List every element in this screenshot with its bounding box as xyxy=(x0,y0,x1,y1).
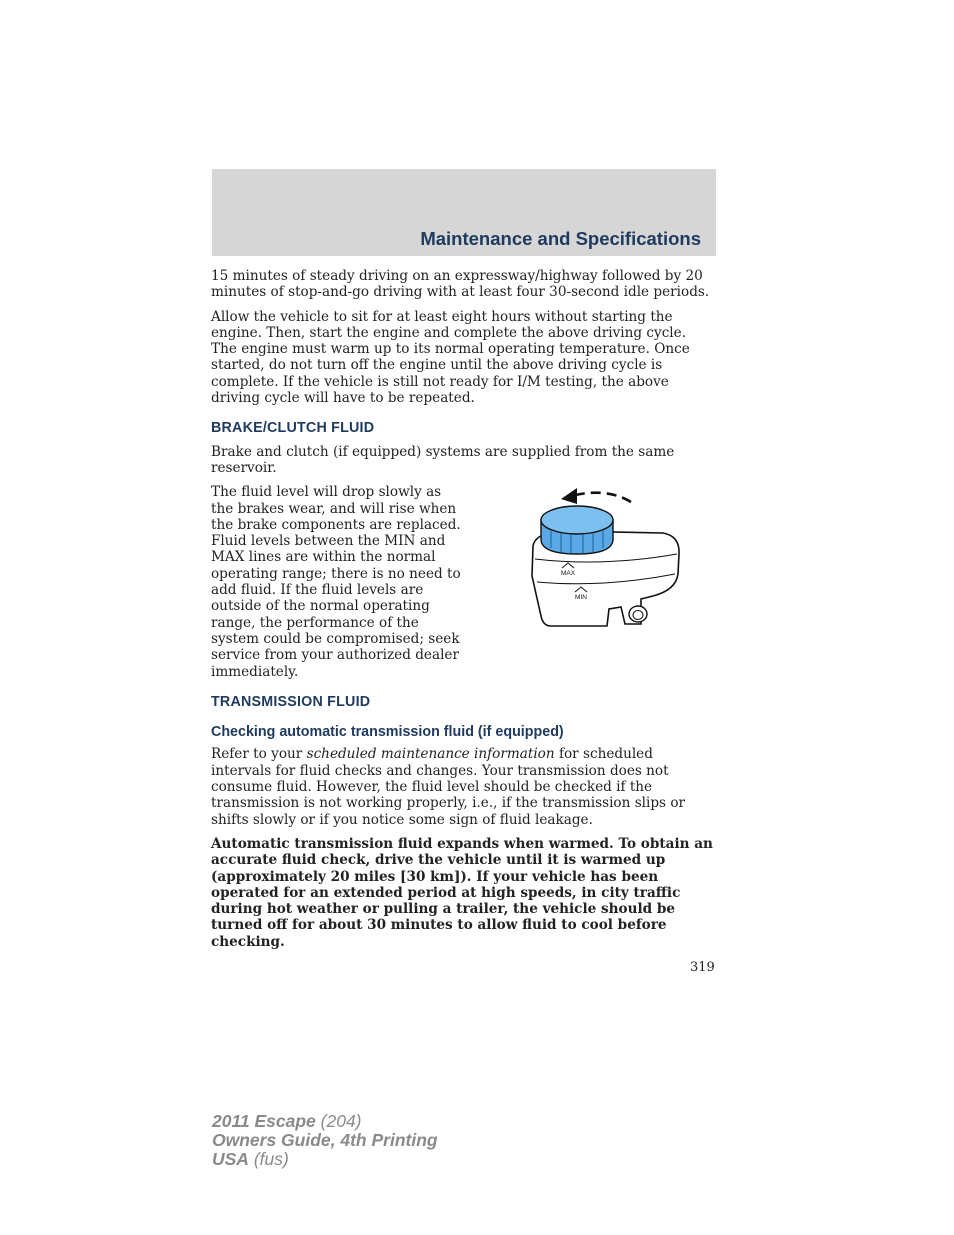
transmission-paragraph-1: Refer to your scheduled maintenance information for scheduled intervals for fluid checks and changes. Your transmission does not consume fluid. However, the fluid level should be checked if the transmission is not working properly, i.e., if the transmission slips or shifts slowly or if you notice some sign of fluid leakage. xyxy=(211,746,686,828)
brake-fluid-section xyxy=(211,484,716,680)
footer-line-2: Owners Guide, 4th Printing xyxy=(212,1130,438,1150)
page-content xyxy=(211,268,716,958)
rotate-arrow-icon xyxy=(575,493,631,502)
max-label: MAX xyxy=(560,570,576,578)
reservoir-svg xyxy=(513,484,691,634)
brake-paragraph-1: Brake and clutch (if equipped) systems are supplied from the same reservoir. xyxy=(211,443,675,476)
checking-transmission-subheading: Checking automatic transmission fluid (if equipped) xyxy=(211,724,564,741)
section-title: Maintenance and Specifications xyxy=(420,228,701,249)
intro-paragraph-2: Allow the vehicle to sit for at least eight hours without starting the engine. Then, start the engine and complete the above driving cycle. The engine must warm up to its normal operating temperature. Once started, do not turn off the engine until the above driving cycle is complete. If the vehicle is still not ready for I/M testing, the above driving cycle will have to be repeated. xyxy=(211,308,690,407)
min-label: MIN xyxy=(575,594,587,602)
brake-paragraph-2: The fluid level will drop slowly as the brakes wear, and will rise when the brake components are replaced. Fluid levels between the MIN and MAX lines are within the normal operating range; there is no need to add fluid. If the fluid levels are outside of the normal operating range, the performance of the system could be compromised; seek service from your authorized dealer immediately. xyxy=(211,484,461,680)
arrow-head-icon xyxy=(561,488,577,504)
brake-paragraph-2-container xyxy=(211,484,463,680)
document-footer xyxy=(212,1112,438,1169)
brake-reservoir-illustration xyxy=(513,484,691,634)
footer-line-1: 2011 Escape (204) xyxy=(212,1111,362,1131)
transmission-fluid-heading: TRANSMISSION FLUID xyxy=(211,693,371,710)
brake-clutch-heading: BRAKE/CLUTCH FLUID xyxy=(211,420,375,437)
intro-paragraph-1: 15 minutes of steady driving on an expressway/highway followed by 20 minutes of stop-and-go driving with at least four 30-second idle periods. xyxy=(211,268,710,301)
maintenance-info-reference: scheduled maintenance information xyxy=(306,746,555,763)
section-header xyxy=(212,169,716,256)
footer-line-3: USA (fus) xyxy=(212,1149,289,1169)
page-number: 319 xyxy=(690,960,715,975)
transmission-warning: Automatic transmission fluid expands when warmed. To obtain an accurate fluid check, drive the vehicle until it is warmed up (approximately 20 miles [30 km]). If your vehicle has been operated for an extended period at high speeds, in city traffic during hot weather or pulling a trailer, the vehicle should be turned off for about 30 minutes to allow fluid to cool before checking. xyxy=(211,835,713,950)
